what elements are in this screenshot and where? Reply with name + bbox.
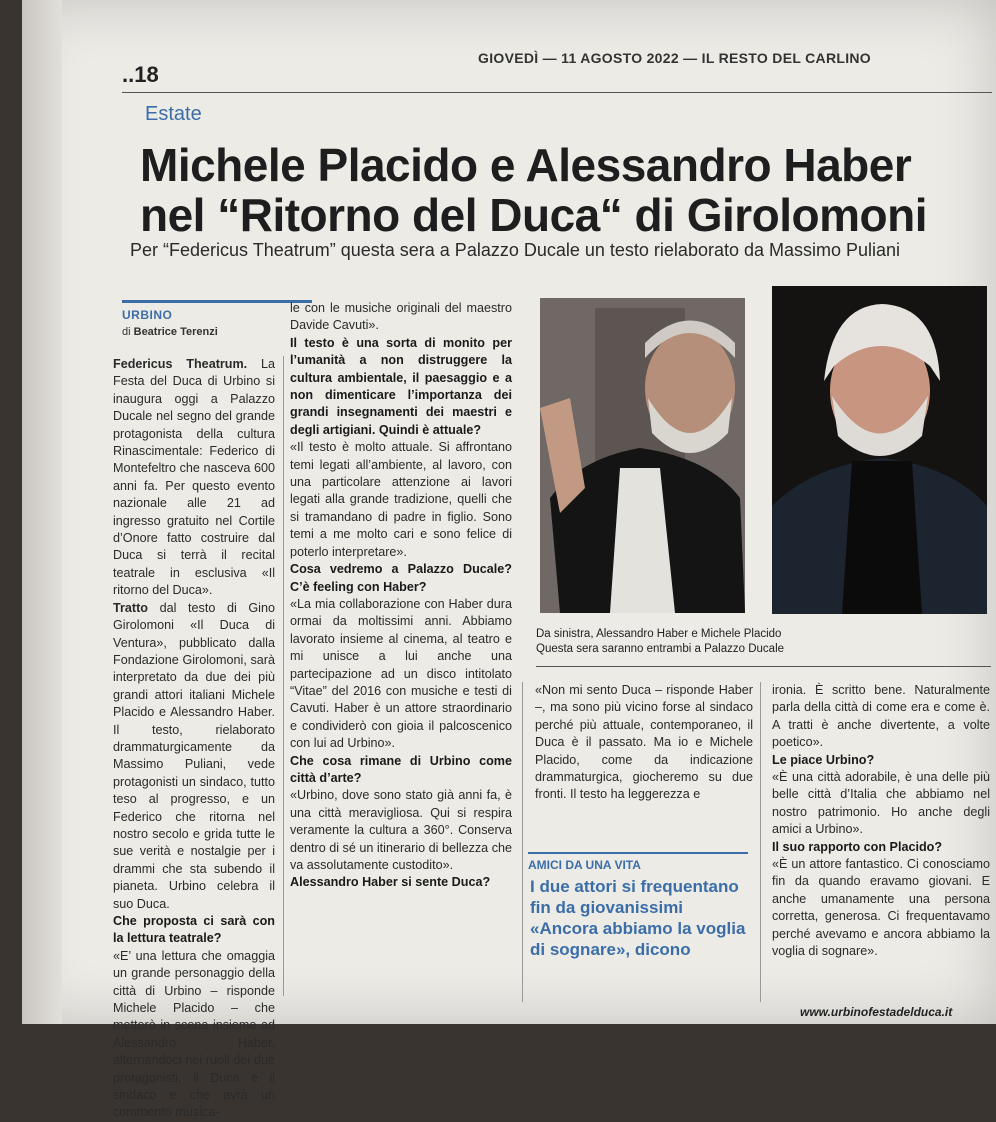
header-rule	[122, 92, 992, 93]
article-paragraph	[772, 769, 990, 839]
column-divider	[760, 682, 761, 1002]
column-divider	[283, 356, 284, 996]
interview-question	[290, 753, 512, 788]
paragraph-text: Che cosa rimane di Urbino come città d’arte?	[290, 753, 512, 785]
page-stack-edge	[22, 0, 62, 1024]
placido-portrait-icon	[772, 286, 987, 614]
haber-portrait-icon	[540, 298, 745, 613]
article-column-2	[290, 300, 512, 892]
headline	[140, 140, 990, 240]
column-divider	[522, 682, 523, 1002]
byline-location: URBINO	[122, 308, 173, 322]
byline-rule	[122, 300, 312, 303]
paragraph-text: «È una città adorabile, è una delle più belle città d’Italia che abbiamo nel nostro patrimonio. Ho anche degli amici a Urbino».	[772, 770, 990, 837]
newspaper-name: IL RESTO DEL CARLINO	[701, 50, 871, 66]
interview-question	[772, 752, 990, 769]
interview-question	[290, 561, 512, 596]
article-paragraph	[772, 682, 990, 752]
paragraph-text: Che proposta ci sarà con la lettura teatrale?	[113, 914, 275, 946]
interview-question	[290, 874, 512, 891]
headline-line-2: nel “Ritorno del Duca“ di Girolomoni	[140, 189, 928, 241]
interview-question	[290, 335, 512, 439]
article-paragraph	[290, 439, 512, 561]
paragraph-text: dal testo di Gino Girolomoni «Il Duca di Ventura», pubblicato dalla Fondazione Girolomoni, sarà interpretato da due dei più grandi attori italiani Michele Placido e Alessandro Haber. Il testo, rielaborato drammaturgicamente da Massimo Puliani, vede protagonisti un sindaco, tutto teso al progresso, e un Federico che ritorna nel nostro secolo e grida tutte le sue verità e nostalgie per i drammi che sta subendo il pianeta. Urbino celebra il suo Duca.	[113, 600, 275, 911]
article-paragraph	[113, 600, 275, 913]
paragraph-text: Le piace Urbino?	[772, 752, 875, 767]
paragraph-text: «Non mi sento Duca – risponde Haber –, ma sono più vicino forse al sindaco perché più attuale, contemporaneo, il Duca è il passato. Ma io e Michele Placido, come da indicazione drammaturgica, giocheremo su due fronti. Il testo ha leggerezza e	[535, 683, 753, 802]
sidebar-box-title: I due attori si frequentano fin da giovanissimi «Ancora abbiamo la voglia di sognare», dicono	[530, 877, 746, 959]
date: GIOVEDÌ — 11 AGOSTO 2022 —	[478, 50, 698, 66]
interview-question	[113, 913, 275, 948]
article-column-1	[113, 356, 275, 1122]
headline-line-1: Michele Placido e Alessandro Haber	[140, 139, 912, 191]
section-label: Estate	[145, 103, 202, 125]
caption-line-2: Questa sera saranno entrambi a Palazzo Ducale	[536, 643, 785, 655]
paragraph-text: Il testo è una sorta di monito per l’umanità a non distruggere la cultura ambientale, il paesaggio e a non dimenticare l’importanza dei grandi insegnamenti dei maestri e degli artigiani. Quindi è attuale?	[290, 335, 512, 437]
paragraph-lead: Tratto	[113, 600, 148, 615]
byline	[122, 326, 218, 338]
byline-prefix: di	[122, 326, 131, 338]
paragraph-text: «E’ una lettura che omaggia un grande personaggio della città di Urbino – risponde Michele Placido – che metterò in scena insieme ad Alessandro Haber, alternandoci nei ruoli dei due protagonisti, il Duca e il sindaco e che avrà un commento musica-	[113, 948, 275, 1120]
paragraph-text: le con le musiche originali del maestro Davide Cavuti».	[290, 301, 512, 333]
article-column-3	[535, 682, 753, 804]
paragraph-text: «La mia collaborazione con Haber dura ormai da moltissimi anni. Abbiamo lavorato insieme al cinema, al teatro e mi unisce a lui anche una partecipazione ad un disco intitolato “Vitae” del 2016 con musiche e testi di Cavuti. Haber è un attore straordinario e condividerò con gioia il palcoscenico con lui ad Urbino».	[290, 596, 512, 751]
website-link[interactable]: www.urbinofestadelduca.it	[800, 1005, 953, 1019]
paragraph-lead: Federicus Theatrum.	[113, 357, 248, 371]
caption-rule	[536, 666, 991, 667]
article-paragraph	[290, 787, 512, 874]
article-paragraph	[535, 682, 753, 804]
caption-line-1: Da sinistra, Alessandro Haber e Michele Placido	[536, 628, 782, 640]
paragraph-text: La Festa del Duca di Urbino si inaugura oggi a Palazzo Ducale nel segno del grande protagonista della cultura Rinascimentale: Federico di Montefeltro che nasceva 600 anni fa. Per questo evento nazionale alle 21 ad ingresso gratuito nel Cortile d’Onore fatto costruire dal Duca si terrà il recital teatrale in esclusiva «Il ritorno del Duca».	[113, 357, 275, 598]
article-paragraph	[113, 948, 275, 1122]
paragraph-text: «È un attore fantastico. Ci conosciamo fin da quando eravamo giovani. E anche umanamente una persona corretta, generosa. Ci frequentavamo perché avevamo e ancora abbiamo la voglia di sognare».	[772, 857, 990, 959]
photo-alessandro-haber	[540, 298, 745, 613]
photo-michele-placido	[772, 286, 987, 614]
paragraph-text: «Urbino, dove sono stato già anni fa, è una città meravigliosa. Qui si respira veramente la cultura a 360°. Conserva dentro di sé un itinerario di bellezza che va assolutamente custodito».	[290, 788, 512, 872]
paragraph-text: Il suo rapporto con Placido?	[772, 839, 943, 854]
paragraph-text: «Il testo è molto attuale. Si affrontano temi legati all’ambiente, al lavoro, con una particolare attenzione ai lavori legati alla grande tradizione, quelli che si tramandano di padre in figlio. Sono temi a me molto cari e sono felice di poterlo interpretare».	[290, 440, 512, 559]
article-column-4	[772, 682, 990, 961]
article-paragraph	[290, 596, 512, 753]
article-paragraph	[113, 356, 275, 600]
article-paragraph	[772, 856, 990, 960]
photo-caption	[536, 627, 836, 657]
page-number: ..18	[122, 62, 159, 87]
article-paragraph	[290, 300, 512, 335]
paragraph-text: Cosa vedremo a Palazzo Ducale? C’è feeling con Haber?	[290, 562, 512, 594]
subheadline: Per “Federicus Theatrum” questa sera a Palazzo Ducale un testo rielaborato da Massimo Puliani	[130, 240, 901, 260]
interview-question	[772, 839, 990, 856]
sidebar-box-label: AMICI DA UNA VITA	[528, 858, 641, 872]
paragraph-text: ironia. È scritto bene. Naturalmente parla della città di come era e come è. A tratti è anche divertente, a volte poetico».	[772, 683, 990, 750]
sidebar-box-rule	[528, 852, 748, 854]
paragraph-text: Alessandro Haber si sente Duca?	[290, 875, 491, 890]
byline-author: Beatrice Terenzi	[133, 326, 218, 338]
dateline	[478, 50, 871, 66]
